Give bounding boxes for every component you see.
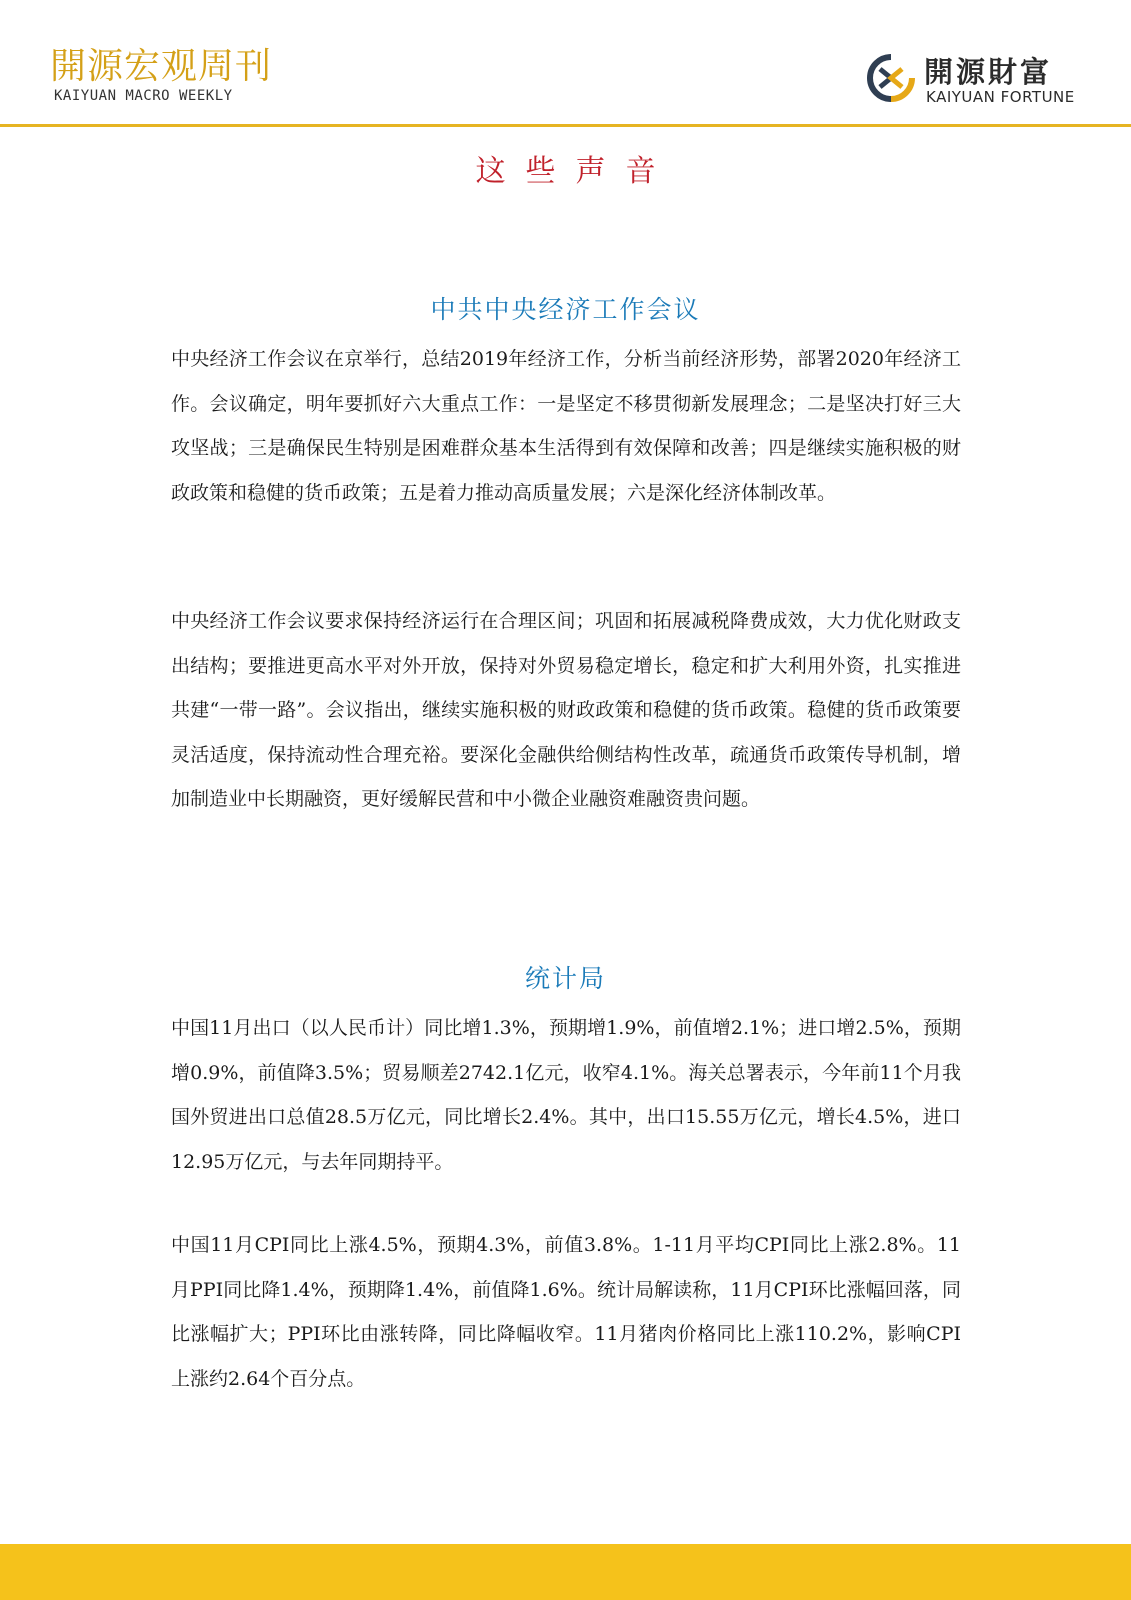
kaiyuan-logo [866, 50, 1086, 110]
logo-chinese-name: 開源財富 [924, 55, 1053, 89]
page-title: 这些声音 [475, 154, 676, 189]
header-divider [0, 124, 1131, 127]
page-footer-band [0, 1544, 1131, 1600]
section-title-statistics-bureau: 统计局 [524, 964, 606, 993]
paragraph: 中央经济工作会议要求保持经济运行在合理区间；巩固和拓展减税降费成效，大力优化财政支出结构；要推进更高水平对外开放，保持对外贸易稳定增长，稳定和扩大利用外资，扎实推进共建“一带一路”。会议指出，继续实施积极的财政政策和稳健的货币政策。稳健的货币政策要灵活适度，保持流动性合理充裕。要深化金融供给侧结构性改革，疏通货币政策传导机制，增加制造业中长期融资，更好缓解民营和中小微企业融资难融资贵问题。 [171, 610, 961, 810]
paragraph: 中国11月CPI同比上涨4.5%，预期4.3%，前值3.8%。1-11月平均CPI同比上涨2.8%。11月PPI同比降1.4%，预期降1.4%，前值降1.6%。统计局解读称，11月CPI环比涨幅回落，同比涨幅扩大；PPI环比由涨转降，同比降幅收窄。11月猪肉价格同比上涨110.2%，影响CPI上涨约2.64个百分点。 [171, 1234, 961, 1390]
section-title-economic-work-conference: 中共中央经济工作会议 [430, 295, 701, 324]
publication-subtitle: KAIYUAN MACRO WEEKLY [54, 88, 233, 104]
logo-english-name: KAIYUAN FORTUNE [926, 88, 1075, 106]
paragraph: 中国11月出口（以人民币计）同比增1.3%，预期增1.9%，前值增2.1%；进口增2.5%，预期增0.9%，前值降3.5%；贸易顺差2742.1亿元，收窄4.1%。海关总署表示，今年前11个月我国外贸进出口总值28.5万亿元，同比增长2.4%。其中，出口15.55万亿元，增长4.5%，进口12.95万亿元，与去年同期持平。 [171, 1017, 961, 1173]
paragraph: 中央经济工作会议在京举行，总结2019年经济工作，分析当前经济形势，部署2020年经济工作。会议确定，明年要抓好六大重点工作：一是坚定不移贯彻新发展理念；二是坚决打好三大攻坚战；三是确保民生特别是困难群众基本生活得到有效保障和改善；四是继续实施积极的财政政策和稳健的货币政策；五是着力推动高质量发展；六是深化经济体制改革。 [171, 348, 961, 504]
kaiyuan-logo-icon [866, 53, 916, 103]
page-header [0, 0, 1131, 126]
publication-title: 開源宏观周刊 [50, 46, 273, 87]
